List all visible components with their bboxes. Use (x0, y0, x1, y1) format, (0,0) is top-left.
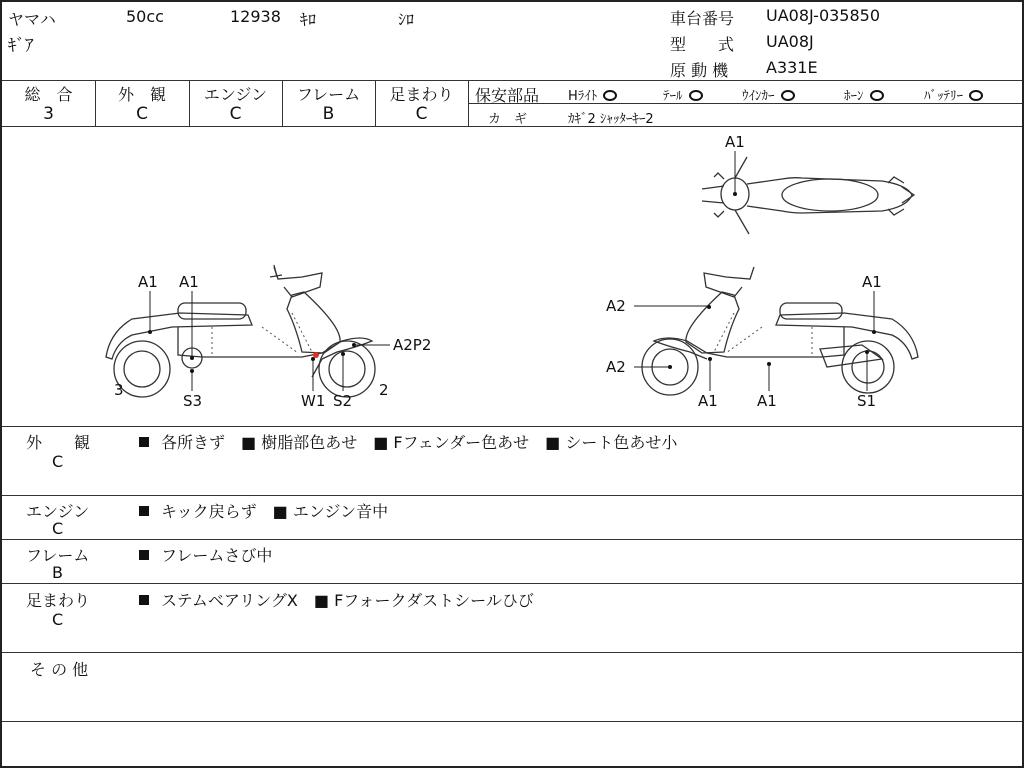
displacement: 50cc (126, 7, 164, 26)
top-view-labels (725, 133, 745, 192)
dmg-label: A1 (862, 273, 882, 291)
dmg-label: A2P2 (393, 336, 432, 354)
remark-text: 各所きず ■ 樹脂部色あせ ■ Fフェンダー色あせ ■ シート色あせ小 (139, 430, 677, 453)
dmg-label: S2 (333, 392, 353, 410)
suspension-rating-value: C (415, 104, 428, 124)
ok-circle-icon (603, 90, 617, 101)
dmg-label: A1 (725, 133, 745, 151)
mileage: 12938 (230, 7, 281, 26)
dmg-label: S1 (857, 392, 877, 410)
exterior-label: 外 観 (117, 85, 166, 104)
damage-diagram (2, 127, 1022, 427)
maker: ヤマハ (8, 10, 56, 29)
remark-text: キック戻らず ■ エンジン音中 (139, 499, 388, 522)
ok-circle-icon (870, 90, 884, 101)
type-value: UA08J (766, 32, 814, 51)
frame-no-label: 車台番号 (670, 9, 735, 28)
bullet-icon (139, 437, 149, 447)
safety-headlight: Hﾗｲﾄ (568, 85, 617, 104)
bullet-icon (139, 550, 149, 560)
exterior-value: C (136, 104, 148, 124)
keys-value: ｶｷﾞ2 ｼｬｯﾀｰｷｰ2 (568, 112, 654, 127)
dmg-label: A1 (179, 273, 199, 291)
safety-winker: ｳｲﾝｶｰ (742, 85, 795, 104)
bullet-icon (139, 506, 149, 516)
mileage-unit: ｷﾛ (300, 10, 317, 29)
remark-text: ステムベアリングX ■ Fフォークダストシールひび (139, 588, 534, 611)
remark-grade: C (52, 519, 64, 538)
dmg-label: A2 (606, 358, 626, 376)
remark-grade: C (52, 452, 64, 471)
divider (2, 426, 1022, 427)
remark-label: フレーム (26, 546, 90, 565)
remark-label: エンジン (26, 502, 90, 521)
model-name: ｷﾞｱ (8, 36, 34, 56)
frame-no: UA08J-035850 (766, 6, 881, 25)
engine-value: A331E (766, 58, 818, 77)
body-color: ｼﾛ (398, 10, 415, 29)
bullet-icon (139, 595, 149, 605)
dmg-label: S3 (183, 392, 203, 410)
divider (2, 652, 1022, 653)
remark-label-other: そ の 他 (30, 660, 89, 679)
right-view-labels (606, 273, 882, 410)
frame-rating-label: フレーム (296, 85, 361, 104)
remark-text: フレームさび中 (139, 543, 272, 566)
safety-horn: ﾎｰﾝ (844, 85, 884, 104)
ok-circle-icon (781, 90, 795, 101)
dmg-label: W1 (301, 392, 326, 410)
keys-label: カ ギ (488, 112, 528, 127)
frame-rating-value: B (322, 104, 335, 124)
divider (2, 495, 1022, 496)
top-view-scooter (702, 157, 914, 234)
engine-rating-value: C (229, 104, 242, 124)
dmg-label: 3 (114, 381, 124, 399)
divider (2, 721, 1022, 722)
remark-grade: B (52, 563, 63, 582)
divider (2, 539, 1022, 540)
ok-circle-icon (969, 90, 983, 101)
dmg-label: A1 (138, 273, 158, 291)
suspension-rating-label: 足まわり (389, 85, 454, 104)
dmg-label: A1 (757, 392, 777, 410)
remark-label: 外 観 (26, 433, 91, 452)
divider (2, 80, 1022, 81)
dmg-label: A1 (698, 392, 718, 410)
divider (2, 583, 1022, 584)
dmg-label: 2 (379, 381, 389, 399)
dmg-label: A2 (606, 297, 626, 315)
remark-grade: C (52, 610, 64, 629)
safety-tail: ﾃｰﾙ (663, 85, 703, 104)
ok-circle-icon (689, 90, 703, 101)
type-label: 型 式 (670, 35, 735, 54)
safety-label: 保安部品 (475, 86, 540, 105)
overall-label: 総 合 (24, 85, 73, 104)
overall-value: 3 (43, 104, 54, 124)
engine-label: 原 動 機 (670, 61, 729, 80)
safety-battery: ﾊﾞｯﾃﾘｰ (924, 85, 983, 104)
remark-label: 足まわり (26, 591, 91, 610)
engine-rating-label: エンジン (203, 85, 268, 104)
